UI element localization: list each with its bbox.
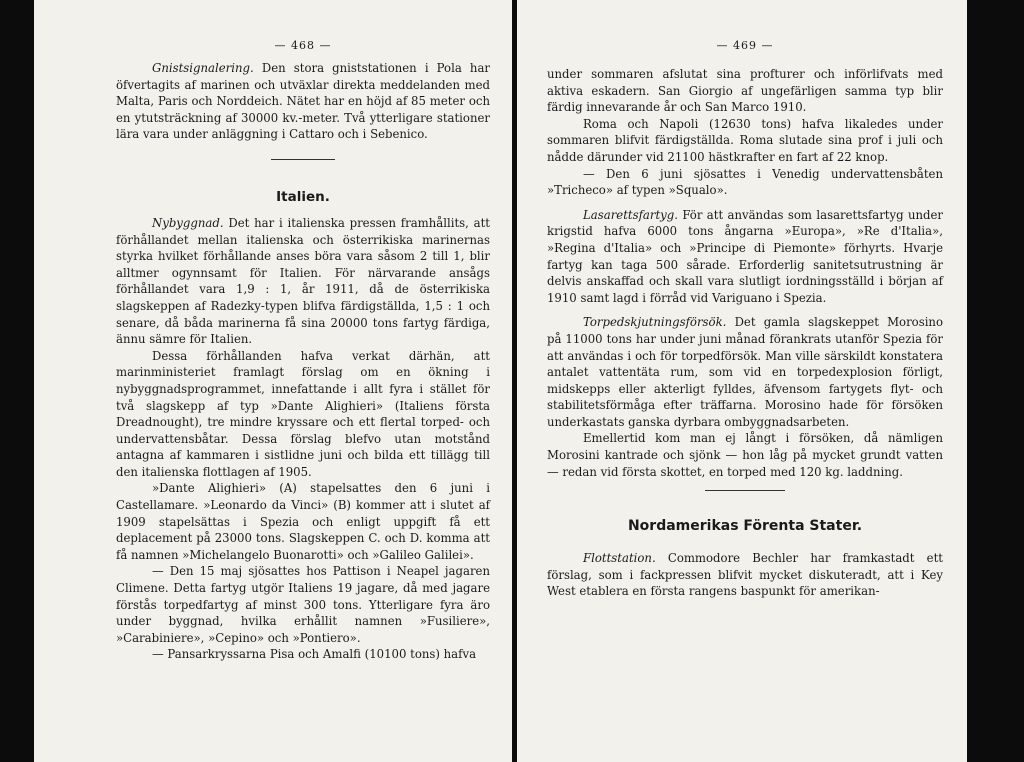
heading-italien: Italien.	[276, 188, 330, 205]
left-page	[34, 0, 512, 762]
paragraph-gap	[547, 199, 943, 207]
right-paragraph	[547, 314, 943, 430]
paragraph-body: Det gamla slagskeppet Morosino på 11000 tons har under juni månad förankrats utanför Spezia för att användas i och för torpedförsök. Man ville särskildt konstatera antalet vattentäta rum, som vid en torpedexplosion förligt, midskepps eller akterligt fylldes, äfvensom fartygets flyt- och stabilitetsförmåga efter träffarna. Morosino hade för försöken underkastats ganska dyrbara ombyggnadsarbeten.	[547, 315, 943, 429]
left-paragraph	[116, 646, 490, 663]
paragraph-body: — Den 6 juni sjösattes i Venedig undervattensbåten »Tricheco» af typen »Squalo».	[547, 166, 943, 198]
right-paragraph	[547, 430, 943, 480]
heading-nordamerikas-forenta-stater: Nordamerikas Förenta Stater.	[627, 518, 863, 535]
paragraph-gnistsignalering	[116, 60, 490, 143]
paragraph-body: För att användas som lasarettsfartyg under krigstid hafva 6000 tons ångarna »Europa», »Re d'Italia», »Regina d'Italia» och »Principe di Piemonte» förhyrts. Hvarje fartyg kan taga 500 sårade. Erforderlig sanitetsutrustning är delvis anskaffad och skall vara slutligt iordningsställd i början af 1910 samt lagd i förråd vid Variguano i Spezia.	[547, 207, 943, 305]
left-paragraph	[116, 563, 490, 646]
left-page-content	[116, 0, 490, 663]
paragraph-body: Det har i italienska pressen framhållits, att förhållandet mellan italienska och österrikiska marinernas styrka hvilket förhållande anses böra vara såsom 2 till 1, blir alltmer ogynnsamt för Italien. För närvarande ansågs förhållandet vara 1,9 : 1, år 1911, då de österrikiska slagskeppen af Radezky-typen blifva färdigställda, 1,5 : 1 och senare, då båda marinerna få sina 20000 tons fartyg färdiga, ännu sämre för Italien.	[116, 215, 491, 347]
right-page-content	[547, 0, 943, 600]
paragraph-body: »Dante Alighieri» (A) stapelsattes den 6 juni i Castellamare. »Leonardo da Vinci» (B) kommer att i slutet af 1909 stapelsättas i Spezia och enligt uppgift få ett deplacement på 23000 tons. Slagskeppen C. och D. komma att få namnen »Michelangelo Buonarotti» och »Galileo Galilei».	[116, 481, 490, 562]
paragraph-body: under sommaren afslutat sina profturer och införlifvats med aktiva eskadern. San Giorgio af ungefärligen samma typ blir färdig innevarande år och San Marco 1910.	[547, 67, 943, 115]
right-paragraph	[547, 166, 943, 199]
right-paragraphs	[547, 66, 943, 480]
paragraph-lead: Flottstation.	[583, 551, 656, 566]
paragraph-lead: Lasarettsfartyg.	[583, 207, 678, 222]
paragraph-body: Den stora gniststationen i Pola har öfvertagits af marinen och utväxlar direkta meddelanden med Malta, Paris och Norddeich. Nätet har en höjd af 85 meter och en ytutsträckning af 30000 kv.-meter. Två ytterligare stationer lära vara under anläggning i Cattaro och i Sebenico.	[116, 61, 490, 142]
paragraph-body: Roma och Napoli (12630 tons) hafva likaledes under sommaren blifvit färdigställda. Roma slutade sina prof i juli och nådde därunder vid 21100 hästkrafter en fart af 22 knop.	[547, 116, 943, 164]
section-divider	[705, 490, 785, 491]
right-paragraph	[547, 66, 943, 116]
right-page	[517, 0, 967, 762]
paragraph-lead: Nybyggnad.	[152, 215, 224, 230]
section-divider	[271, 159, 335, 160]
paragraph-body: Emellertid kom man ej långt i försöken, då nämligen Morosini kantrade och sjönk — hon låg på mycket grundt vatten — redan vid första skottet, en torped med 120 kg. laddning.	[547, 431, 943, 479]
paragraph-body: Commodore Bechler har framkastadt ett förslag, som i fackpressen blifvit mycket diskuteradt, att i Key West etablera en första rangens baspunkt för amerikan-	[547, 551, 943, 599]
right-paragraph	[547, 207, 943, 307]
paragraph-body: — Den 15 maj sjösattes hos Pattison i Neapel jagaren Climene. Detta fartyg utgör Italiens 19 jagare, då med jagare förstås torpedfartyg af minst 300 tons. Ytterligare fyra äro under byggnad, hvilka erhållit namnen »Fusiliere», »Carabiniere», »Cepino» och »Pontiero».	[116, 564, 490, 645]
right-paragraph	[547, 116, 943, 166]
paragraph-gap	[547, 306, 943, 314]
paragraph-body: — Pansarkryssarna Pisa och Amalfi (10100 tons) hafva	[152, 647, 477, 662]
paragraph-flottstation	[547, 550, 943, 600]
page-number-right: — 469 —	[716, 39, 774, 52]
left-paragraph	[116, 348, 490, 481]
left-paragraph	[116, 215, 490, 348]
paragraph-lead: Gnistsignalering.	[152, 61, 254, 75]
left-paragraph	[116, 480, 490, 563]
page-number-left: — 468 —	[274, 39, 332, 52]
paragraph-body: Dessa förhållanden hafva verkat därhän, att marinministeriet framlagt förslag om en ökning i nybyggnadsprogrammet, innefattande i allt fyra i stället för två slagskepp af typ »Dante Alighieri» (Italiens första Dreadnought), tre mindre kryssare och ett flertal torped- och undervattensbåtar. Dessa förslag blefvo utan motstånd antagna af kammaren i sistlidne juni och bilda ett tillägg till den italienska flottlagen af 1905.	[116, 348, 490, 479]
left-paragraphs	[116, 215, 490, 663]
paragraph-lead: Torpedskjutningsförsök.	[583, 315, 727, 330]
